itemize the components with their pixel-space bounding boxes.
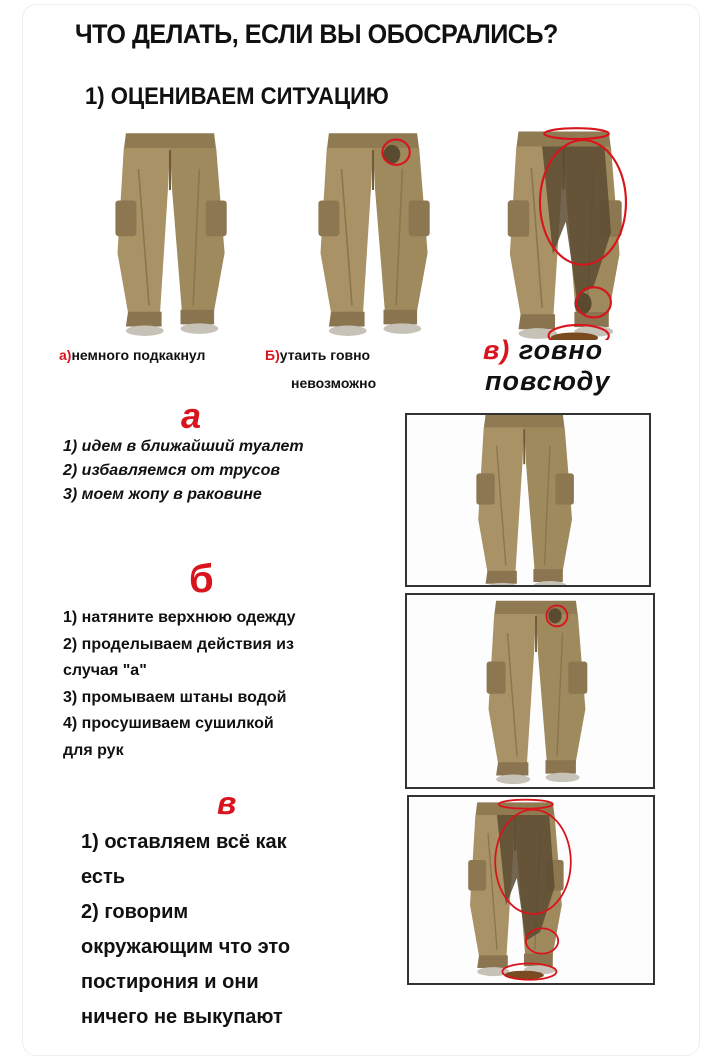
section-v-step: окружающим что это bbox=[81, 936, 291, 958]
caption-b: Б)утаить говно невозможно bbox=[265, 347, 377, 391]
section-a-step: 1) идем в ближайший туалет bbox=[63, 438, 304, 455]
pants-photo-b bbox=[405, 593, 655, 789]
section-v-step: ничего не выкупают bbox=[81, 1006, 283, 1028]
section-b-letter: б bbox=[189, 557, 214, 601]
section-v-step: постирония и они bbox=[81, 971, 259, 993]
section-b-step: случая "а" bbox=[63, 662, 147, 679]
pants-image-v bbox=[489, 125, 649, 340]
section-subtitle: 1) ОЦЕНИВАЕМ СИТУАЦИЮ bbox=[85, 83, 389, 110]
caption-a: а)немного подкакнул bbox=[59, 347, 206, 363]
section-a-steps bbox=[63, 435, 304, 507]
page-title: ЧТО ДЕЛАТЬ, ЕСЛИ ВЫ ОБОСРАЛИСЬ? bbox=[75, 19, 558, 49]
section-a-step: 3) моем жопу в раковине bbox=[63, 486, 262, 503]
section-v-letter: в bbox=[217, 785, 237, 821]
section-b-step: 4) просушиваем сушилкой bbox=[63, 715, 274, 732]
pants-image-b bbox=[303, 127, 443, 337]
pants-image-a bbox=[105, 127, 235, 337]
section-b-step: 2) проделываем действия из bbox=[63, 635, 294, 653]
section-v-steps bbox=[81, 825, 290, 1035]
section-b-steps bbox=[63, 605, 296, 764]
section-a-step: 2) избавляемся от трусов bbox=[63, 462, 281, 479]
section-b-step: 1) натяните верхнюю одежду bbox=[63, 609, 296, 626]
section-v-step: 1) оставляем всё как bbox=[81, 831, 287, 853]
section-v-step: 2) говорим bbox=[81, 901, 189, 923]
meme-card bbox=[22, 4, 700, 1056]
section-b-step: 3) промываем штаны водой bbox=[63, 688, 287, 706]
pants-photo-v bbox=[407, 795, 655, 985]
section-a-letter: а bbox=[181, 395, 202, 436]
caption-v: в) говно повсюду bbox=[483, 335, 611, 396]
pants-photo-a bbox=[405, 413, 651, 587]
section-v-step: есть bbox=[81, 866, 126, 888]
section-b-step: для рук bbox=[63, 741, 124, 759]
